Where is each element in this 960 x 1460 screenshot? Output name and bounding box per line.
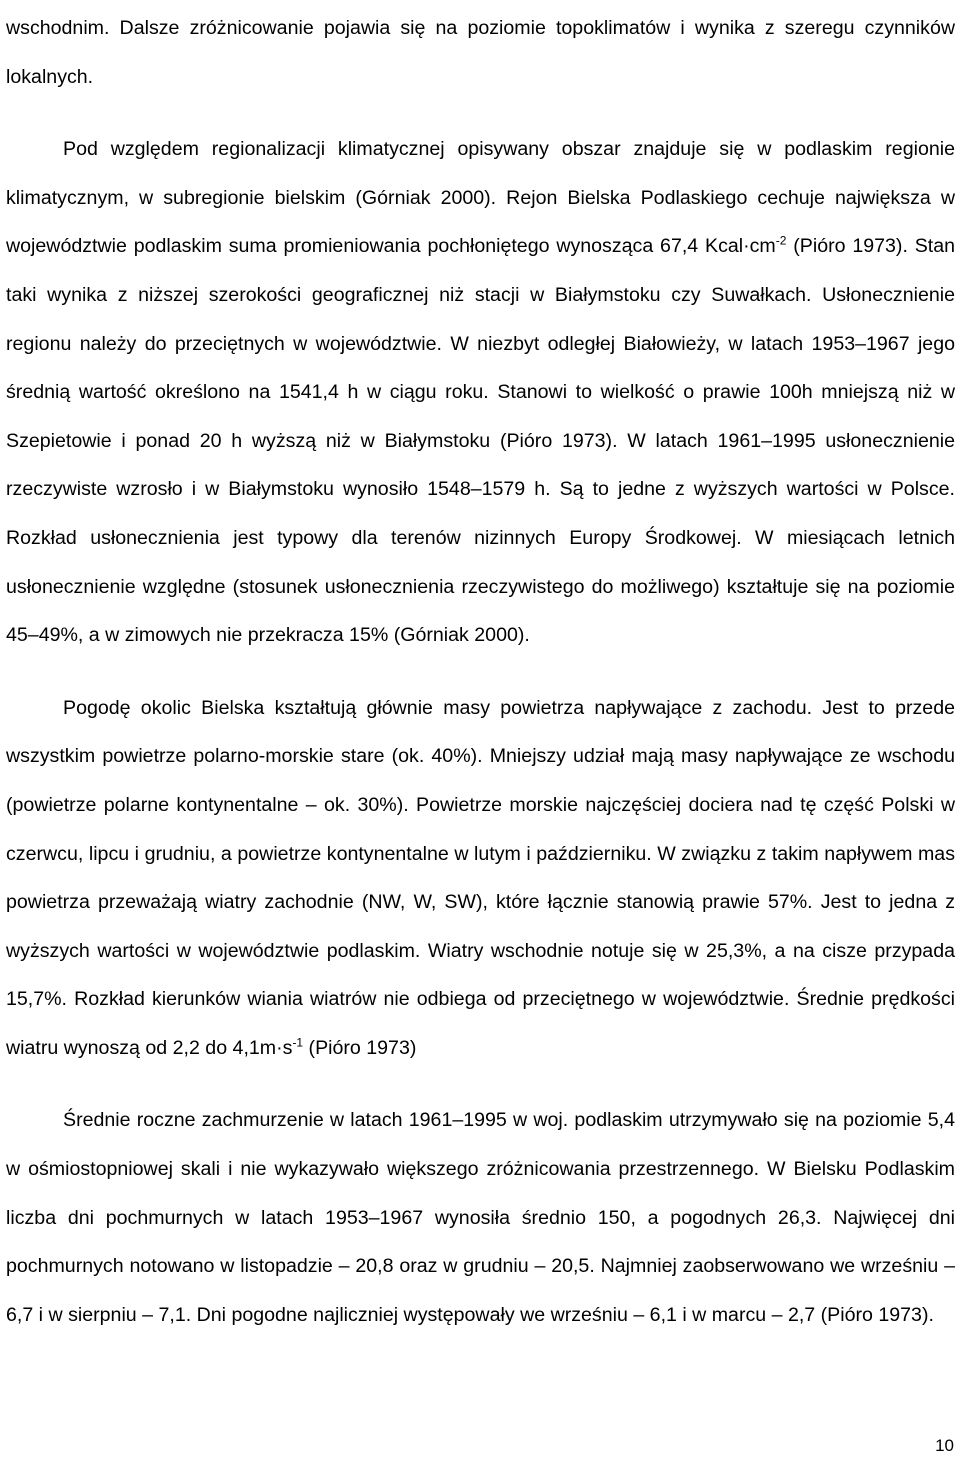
paragraph-gap bbox=[6, 1072, 955, 1096]
paragraph-gap bbox=[6, 660, 955, 684]
superscript-exponent: -2 bbox=[775, 233, 787, 248]
page-number: 10 bbox=[935, 1436, 954, 1455]
paragraph-cloudiness: Średnie roczne zachmurzenie w latach 1961–1995 w woj. podlaskim utrzymywało się na poziomie 5,4 w ośmiostopniowej skali i nie wykazywało większego zróżnicowania przestrzennego. W Bielsku Podlaskim liczba dni pochmurnych w latach 1953–1967 wynosiła średnio 150, a pogodnych 26,3. Najwięcej dni pochmurnych notowano w listopadzie – 20,8 oraz w grudniu – 20,5. Najmniej zaobserwowano we wrześniu – 6,7 i w sierpniu – 7,1. Dni pogodne najliczniej występowały we wrześniu – 6,1 i w marcu – 2,7 (Pióro 1973). bbox=[6, 1109, 955, 1326]
paragraph-air-masses bbox=[6, 684, 955, 1073]
paragraph-text: Pogodę okolic Bielska kształtują głównie masy powietrza napływające z zachodu. Jest to przede wszystkim powietrze polarno-morskie stare (ok. 40%). Mniejszy udział mają masy napływające ze wschodu (powietrze polarne kontynentalne – ok. 30%). Powietrze morskie najczęściej dociera nad tę część Polski w czerwcu, lipcu i grudniu, a powietrze kontynentalne w lutym i październiku. W związku z takim napływem mas powietrza przeważają wiatry zachodnie (NW, W, SW), które łącznie stanowią prawie 57%. Jest to jedna z wyższych wartości w województwie podlaskim. Wiatry wschodnie notuje się w 25,3%, a na cisze przypada 15,7%. Rozkład kierunków wiania wiatrów nie odbiega od przeciętnego w województwie. Średnie prędkości wiatru wynoszą od 2,2 do 4,1m·s bbox=[6, 696, 955, 1059]
superscript-exponent: -1 bbox=[292, 1035, 304, 1050]
paragraph-gap bbox=[6, 101, 955, 125]
paragraph-continuation: wschodnim. Dalsze zróżnicowanie pojawia się na poziomie topoklimatów i wynika z szeregu czynników lokalnych. bbox=[6, 17, 955, 88]
paragraph-climate-regionalization bbox=[6, 125, 955, 660]
paragraph-text: Pod względem regionalizacji klimatycznej opisywany obszar znajduje się w podlaskim regionie klimatycznym, w subregionie bielskim (Górniak 2000). Rejon Bielska Podlaskiego cechuje największa w województwie podlaskim suma promieniowania pochłoniętego wynosząca 67,4 Kcal·cm bbox=[6, 138, 955, 258]
paragraph-text: (Pióro 1973) bbox=[303, 1036, 417, 1059]
document-page bbox=[6, 4, 955, 1339]
paragraph-text: (Pióro 1973). Stan taki wynika z niższej szerokości geograficznej niż stacji w Białymstoku czy Suwałkach. Usłonecznienie regionu należy do przeciętnych w województwie. W niezbyt odległej Białowieży, w latach 1953–1967 jego średnią wartość określono na 1541,4 h w ciągu roku. Stanowi to wielkość o prawie 100h mniejszą niż w Szepietowie i ponad 20 h wyższą niż w Białymstoku (Pióro 1973). W latach 1961–1995 usłonecznienie rzeczywiste wzrosło i w Białymstoku wynosiło 1548–1579 h. Są to jedne z wyższych wartości w Polsce. Rozkład usłonecznienia jest typowy dla terenów nizinnych Europy Środkowej. W miesiącach letnich usłonecznienie względne (stosunek usłonecznienia rzeczywistego do możliwego) kształtuje się na poziomie 45–49%, a w zimowych nie przekracza 15% (Górniak 2000). bbox=[6, 235, 956, 647]
